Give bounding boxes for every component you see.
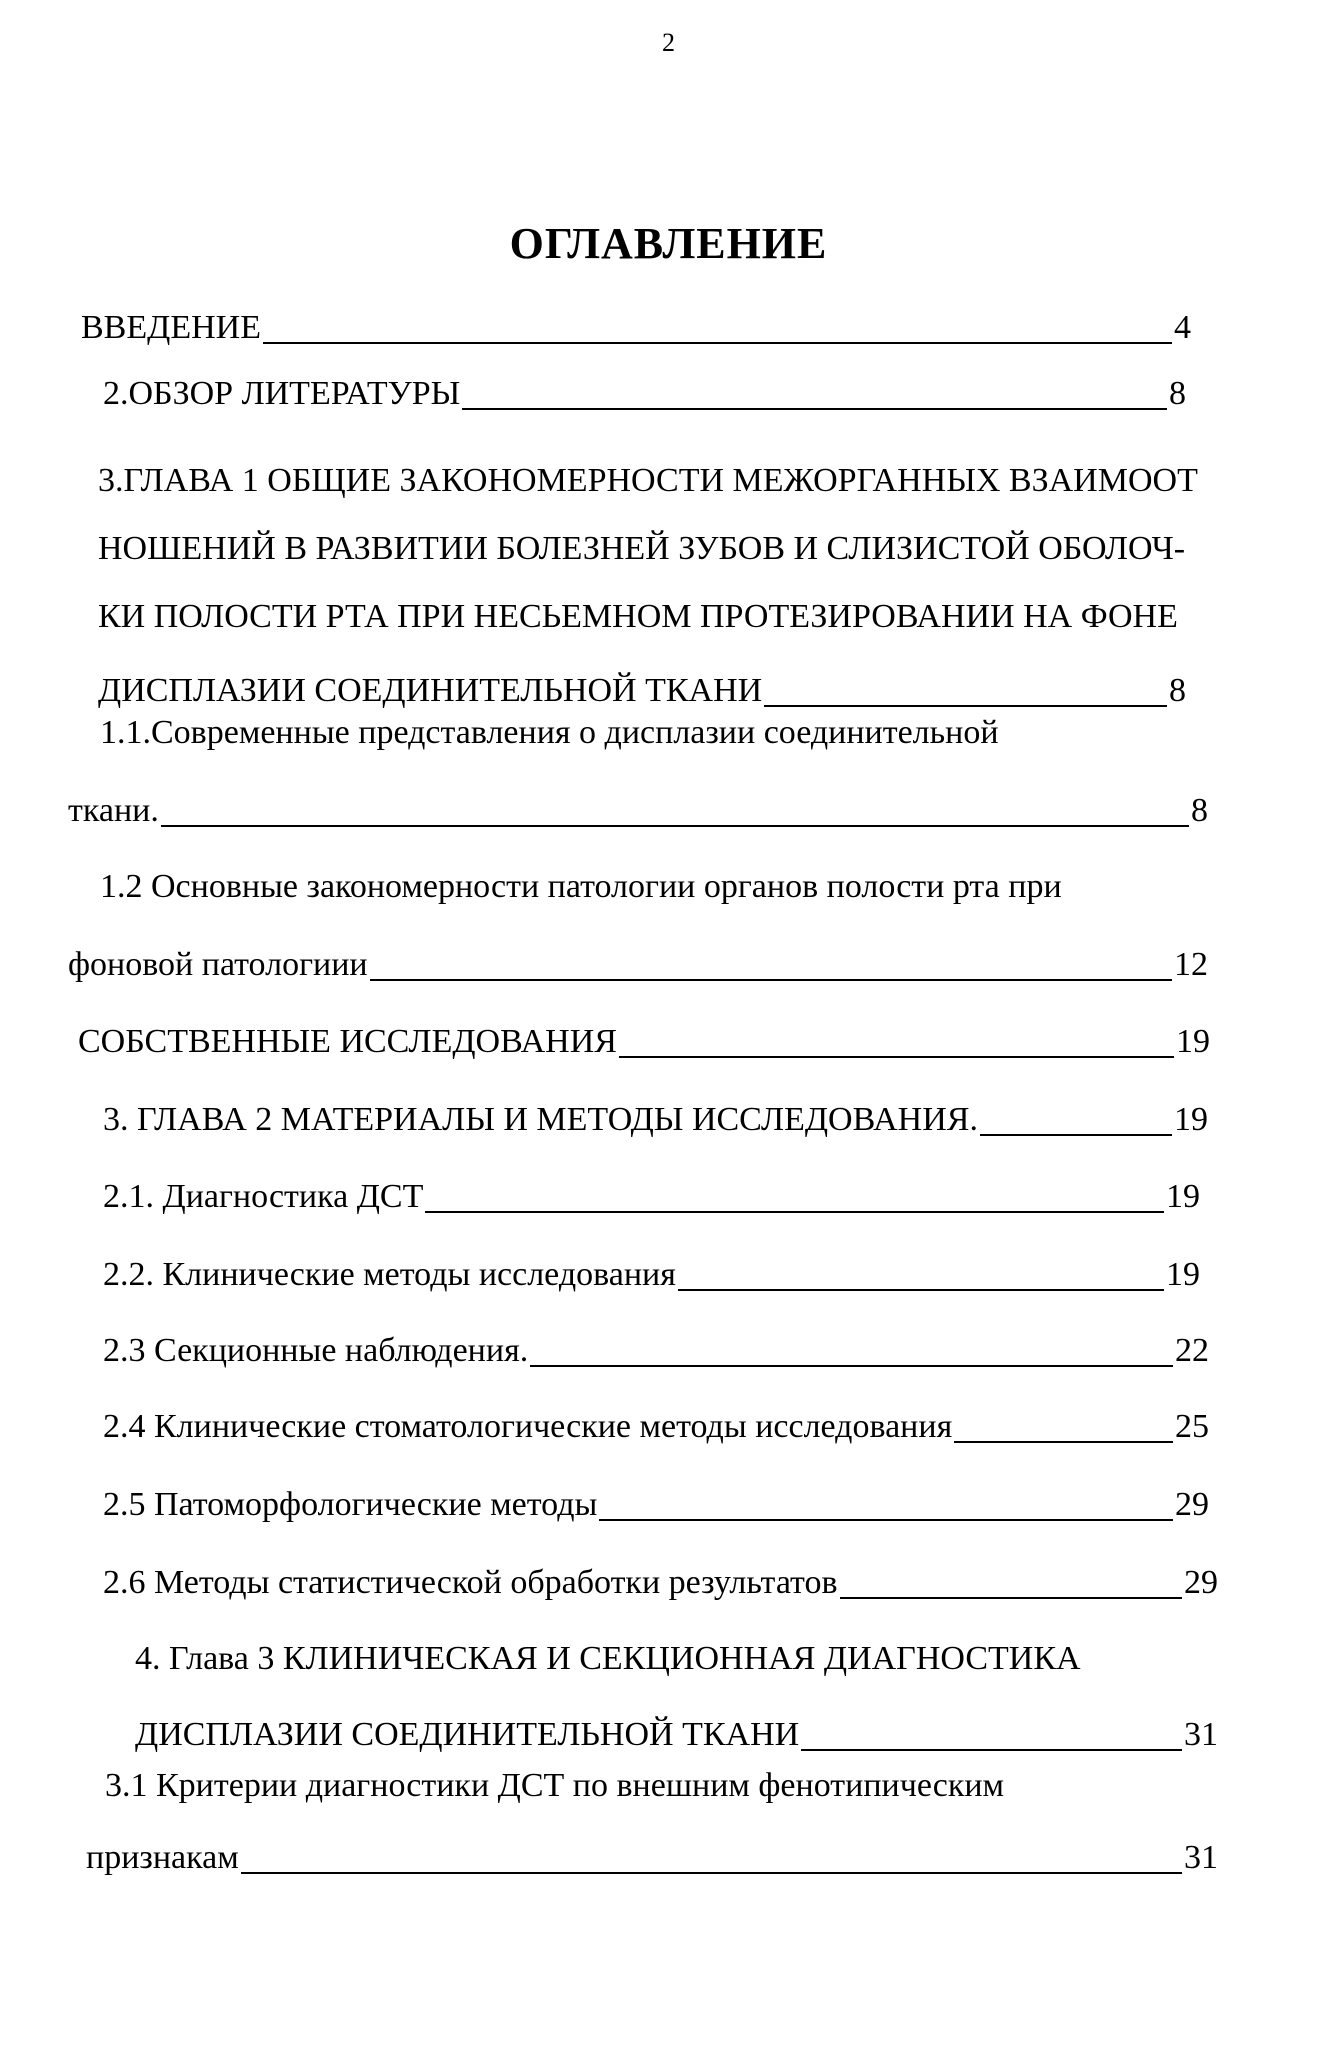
leader-line — [530, 1365, 1173, 1367]
toc-entry-text: признакам — [86, 1839, 239, 1876]
toc-page-number: 31 — [1184, 1716, 1218, 1753]
toc-page-number: 19 — [1174, 1101, 1208, 1138]
toc-entry-text-line: 3.1 Критерии диагностики ДСТ по внешним фенотипическим — [105, 1767, 1005, 1804]
toc-entry-text: ВВЕДЕНИЕ — [81, 309, 261, 346]
leader-line — [599, 1519, 1173, 1521]
toc-entry-chapter-1[interactable] — [98, 447, 1198, 711]
leader-line — [370, 979, 1172, 981]
leader-line — [619, 1056, 1174, 1058]
toc-entry-section-2-1[interactable] — [103, 1177, 1200, 1217]
toc-entry-text: 2.4 Клинические стоматологические методы исследования — [103, 1408, 953, 1445]
toc-entry-text: 2.ОБЗОР ЛИТЕРАТУРЫ — [103, 375, 461, 412]
leader-line — [678, 1289, 1164, 1291]
toc-entry-text-line: 3.ГЛАВА 1 ОБЩИЕ ЗАКОНОМЕРНОСТИ МЕЖОРГАННЫХ ВЗАИМООТ — [98, 462, 1198, 499]
toc-entry-text: 2.1. Диагностика ДСТ — [103, 1178, 424, 1215]
toc-entry-section-2-6[interactable] — [103, 1563, 1218, 1603]
toc-page-number: 25 — [1175, 1408, 1209, 1445]
toc-entry-section-2-2[interactable] — [103, 1255, 1200, 1295]
toc-entry-section-2-4[interactable] — [103, 1407, 1209, 1447]
toc-entry-text-line: НОШЕНИЙ В РАЗВИТИИ БОЛЕЗНЕЙ ЗУБОВ И СЛИЗИСТОЙ ОБОЛОЧ- — [98, 530, 1186, 567]
toc-entry-section-2-5[interactable] — [103, 1485, 1209, 1525]
toc-entry-intro[interactable] — [81, 308, 1191, 348]
toc-page-number: 31 — [1184, 1839, 1218, 1876]
toc-page-number: 4 — [1174, 309, 1191, 346]
leader-line — [840, 1597, 1182, 1599]
leader-line — [980, 1134, 1172, 1136]
leader-line — [161, 825, 1189, 827]
toc-entry-text: ткани. — [68, 792, 159, 829]
leader-line — [462, 408, 1167, 410]
toc-entry-text: 2.5 Патоморфологические методы — [103, 1486, 598, 1523]
toc-page-number: 8 — [1191, 792, 1208, 829]
toc-entry-text: фоновой патологиии — [68, 946, 368, 983]
leader-line — [764, 705, 1167, 707]
toc-page-number: 8 — [1169, 672, 1186, 709]
toc-page-number: 12 — [1174, 946, 1208, 983]
leader-line — [425, 1211, 1164, 1213]
toc-entry-text: ДИСПЛАЗИИ СОЕДИНИТЕЛЬНОЙ ТКАНИ — [135, 1716, 800, 1753]
toc-page-number: 19 — [1166, 1256, 1200, 1293]
toc-page-number: 8 — [1169, 375, 1186, 412]
toc-entry-text: 2.2. Клинические методы исследования — [103, 1256, 676, 1293]
toc-page-number: 22 — [1175, 1332, 1209, 1369]
toc-entry-section-2-3[interactable] — [103, 1331, 1209, 1371]
leader-line — [801, 1749, 1182, 1751]
toc-entry-text: 2.6 Методы статистической обработки результатов — [103, 1564, 838, 1601]
toc-entry-text: 3. ГЛАВА 2 МАТЕРИАЛЫ И МЕТОДЫ ИССЛЕДОВАНИЯ. — [103, 1101, 978, 1138]
leader-line — [954, 1441, 1173, 1443]
toc-entry-own-research[interactable] — [78, 1022, 1210, 1062]
toc-entry-chapter-2[interactable] — [103, 1100, 1208, 1140]
toc-entry-text: 2.3 Секционные наблюдения. — [103, 1332, 529, 1369]
toc-page-number: 19 — [1166, 1178, 1200, 1215]
toc-entry-review[interactable] — [103, 374, 1186, 414]
toc-page-number: 29 — [1184, 1564, 1218, 1601]
leader-line — [263, 342, 1172, 344]
toc-page-number: 29 — [1175, 1486, 1209, 1523]
toc-entry-text: СОБСТВЕННЫЕ ИССЛЕДОВАНИЯ — [78, 1023, 617, 1060]
toc-entry-text: ДИСПЛАЗИИ СОЕДИНИТЕЛЬНОЙ ТКАНИ — [98, 672, 763, 709]
toc-entry-text-line: 1.2 Основные закономерности патологии органов полости рта при — [100, 868, 1062, 905]
toc-page-number: 19 — [1176, 1023, 1210, 1060]
page-number: 2 — [662, 28, 675, 57]
toc-entry-text-line: 1.1.Современные представления о дисплазии соединительной — [100, 714, 999, 751]
toc-entry-text-line: КИ ПОЛОСТИ РТА ПРИ НЕСЬЕМНОМ ПРОТЕЗИРОВАНИИ НА ФОНЕ — [98, 598, 1178, 635]
toc-entry-text-line: 4. Глава 3 КЛИНИЧЕСКАЯ И СЕКЦИОННАЯ ДИАГНОСТИКА — [135, 1640, 1081, 1677]
leader-line — [241, 1872, 1182, 1874]
toc-title: ОГЛАВЛЕНИЕ — [509, 219, 828, 268]
